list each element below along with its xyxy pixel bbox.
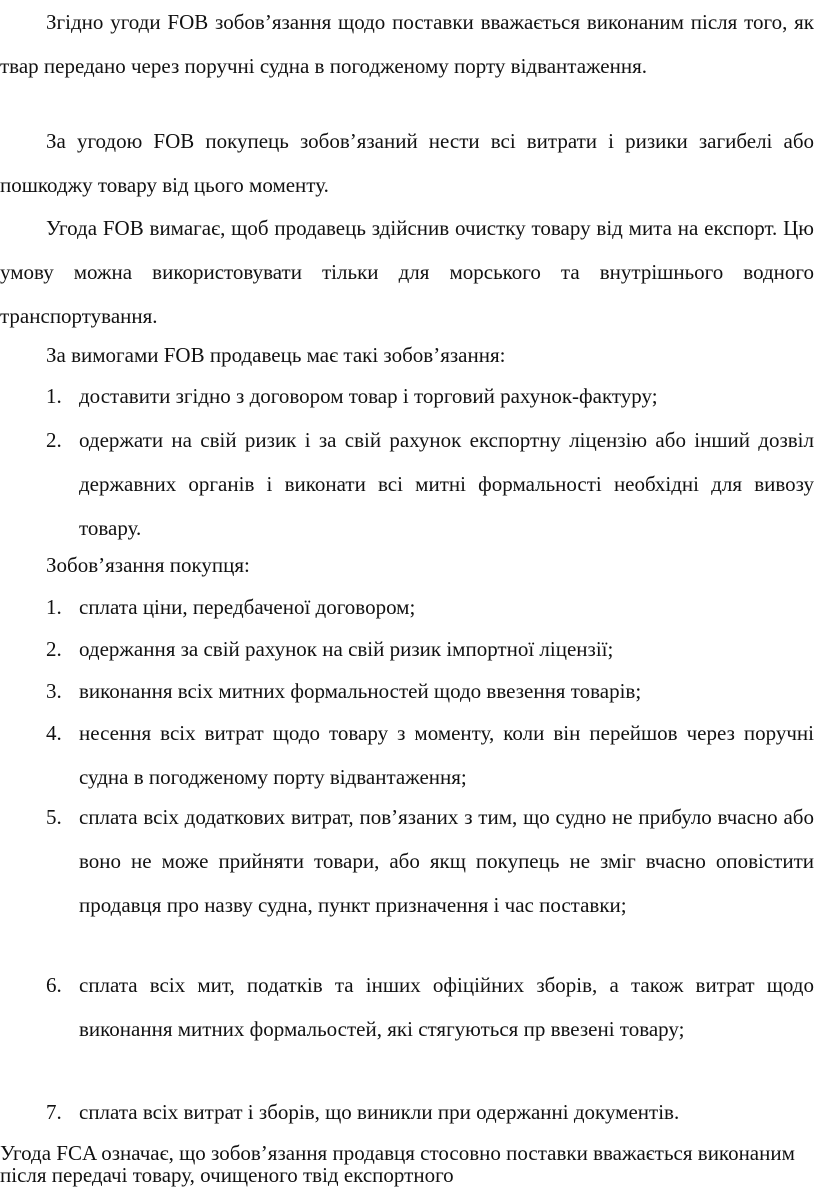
buyer-list-item — [46, 627, 814, 671]
list-number: 7. — [46, 1100, 62, 1124]
list-number: 5. — [46, 805, 62, 829]
list-text: несення всіх витрат щодо товару з моменту, коли він перейшов через поручні судна в погодженому порту відвантаження; — [79, 721, 814, 789]
list-number: 1. — [46, 384, 62, 408]
buyer-list-item — [46, 1090, 814, 1134]
list-number: 1. — [46, 595, 62, 619]
list-text: сплата всіх мит, податків та інших офіційних зборів, а також витрат щодо виконання митних формальостей, які стягуються пр ввезені товару; — [79, 973, 814, 1041]
buyer-list-item — [46, 963, 814, 1051]
list-number: 3. — [46, 679, 62, 703]
paragraph-fca-definition: Угода FCA означає, що зобов’язання продавця стосовно поставки вважається виконаним після передачі товару, очищеного твід експортного — [0, 1141, 795, 1187]
list-text: сплата ціни, передбаченої договором; — [79, 595, 416, 619]
list-number: 2. — [46, 428, 62, 452]
buyer-list-item — [46, 795, 814, 927]
paragraph-fob-export-clearance: Угода FOB вимагає, щоб продавець здійснив очистку товару від мита на експорт. Цю умову можна використовувати тільки для морського та внутрішнього водного транспортування. — [0, 216, 814, 328]
list-text: доставити згідно з договором товар і торговий рахунок-фактуру; — [79, 384, 658, 408]
seller-obligations-heading: За вимогами FOB продавець має такі зобов’язання: — [46, 343, 506, 367]
list-number: 2. — [46, 637, 62, 661]
paragraph-fob-delivery: Згідно угоди FOB зобов’язання щодо поставки вважається виконаним після того, як твар передано через поручні судна в погодженому порту відвантаження. — [0, 10, 814, 78]
paragraph-fob-buyer-risk: За угодою FOB покупець зобов’язаний нести всі витрати і ризики загибелі або пошкоджу товару від цього моменту. — [0, 129, 814, 197]
buyer-obligations-heading: Зобов’язання покупця: — [46, 553, 250, 577]
buyer-list-item — [46, 711, 814, 799]
list-number: 6. — [46, 973, 62, 997]
list-text: одержання за свій рахунок на свій ризик імпортної ліцензії; — [79, 637, 614, 661]
list-text: сплата всіх додаткових витрат, пов’язаних з тим, що судно не прибуло вчасно або воно не може прийняти товари, або якщ покупець не зміг вчасно оповістити продавця про назву судна, пункт призначення і час поставки; — [79, 805, 814, 917]
seller-list-item — [46, 418, 814, 550]
list-text: сплата всіх витрат і зборів, що виникли при одержанні документів. — [79, 1100, 680, 1124]
buyer-list-item — [46, 669, 814, 713]
buyer-list-item — [46, 585, 814, 629]
seller-list-item — [46, 374, 814, 418]
list-number: 4. — [46, 721, 62, 745]
list-text: виконання всіх митних формальностей щодо ввезення товарів; — [79, 679, 642, 703]
list-text: одержати на свій ризик і за свій рахунок експортну ліцензію або інший дозвіл державних органів і виконати всі митні формальності необхідні для вивозу товару. — [79, 428, 814, 540]
